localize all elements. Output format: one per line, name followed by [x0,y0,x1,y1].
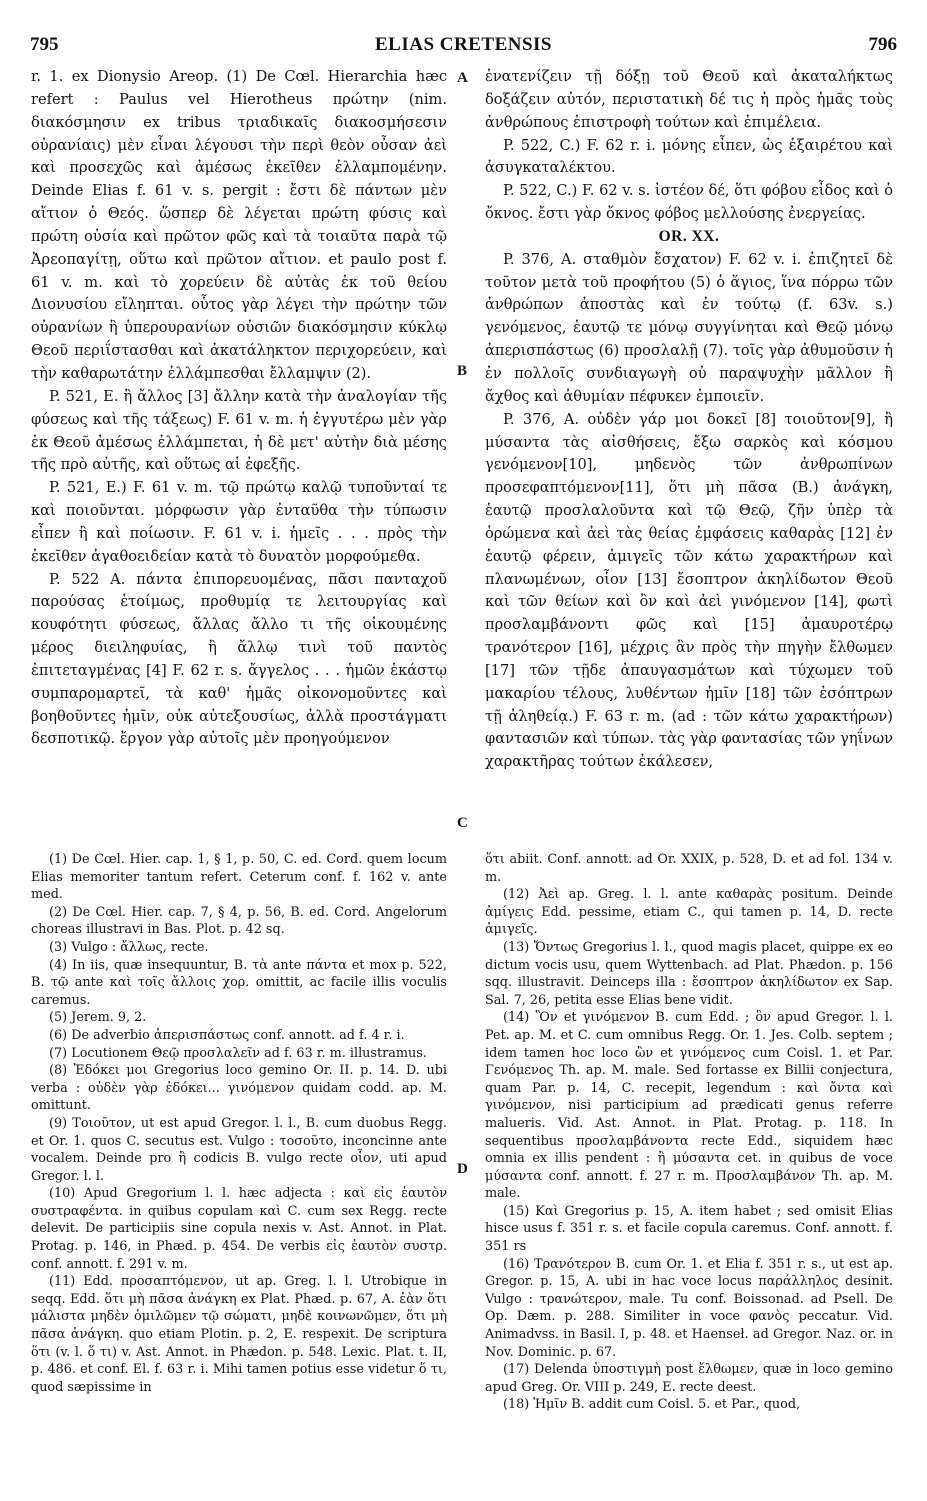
footnotes-right-column [485,851,893,1501]
page-number-left: 795 [30,34,59,55]
margin-letter-d: D [457,1161,468,1177]
footnote: (10) Apud Gregorium l. l. hæc adjecta : καὶ εἰς ἑαυτὸν συστραφέντα. in quibus copulam καὶ C. cum sex Regg. recte delevit. De participiis sine copula nexis v. Ast. Annot. in Plat. Protag. p. 146, in Phæd. p. 454. De verbis εἰς ἑαυτὸν συστρ. conf. annott. f. 291 v. m. [31,1186,447,1272]
footnote: (1) De Cœl. Hier. cap. 1, § 1, p. 50, C. ed. Cord. quem locum Elias memoriter tantum refert. Ceterum conf. f. 162 v. ante med. [31,852,447,903]
section-heading: OR. XX. [658,227,720,245]
footnote: (17) Delenda ὑποστιγμὴ post ἔλθωμεν, quæ in loco gemino apud Greg. Or. VIII p. 249, E. recte deest. [485,1362,893,1395]
paragraph: r. 1. ex Dionysio Areop. (1) De Cœl. Hierarchia hæc refert : Paulus vel Hierotheus πρώτην (nim. διακόσμησιν ex tribus τριαδικαῖς διακοσμήσεσιν οὐρανίαις) μὲν εἶναι λέγουσι τὴν περὶ θεὸν οὖσαν ἀεὶ καὶ προσεχῶς καὶ ἀμέσως ἐκεῖθεν ἐλλαμπομένην. Deinde Elias f. 61 v. s. pergit : ἔστι δὲ πάντων μὲν αἴτιον ὁ Θεός. ὥσπερ δὲ λέγεται πρώτη φύσις καὶ πρώτη οὐσία καὶ πρῶτον φῶς καὶ τὰ τοιαῦτα παρὰ τῷ Ἀρεοπαγίτῃ, οὕτω καὶ πρῶτον αἴτιον. et paulo post f. 61 v. m. καὶ τὸ χορεύειν δὲ αὐτὰς ἐκ τοῦ θείου Διονυσίου εἴληπται. οὗτος γὰρ λέγει τὴν πρώτην τῶν οὐρανίων ἢ ὑπερουρανίων οὐσιῶν διακόσμησιν κύκλῳ Θεοῦ περιΐστασθαι καὶ ἀκατάληκτον περιχορεύειν, καὶ τὴν καθαρωτάτην ἐλλάμπεσθαι ἔλλαμψιν (2). [31,68,447,382]
footnote: (11) Edd. προσαπτόμενον, ut ap. Greg. l. l. Utrobique in seqq. Edd. ὅτι μὴ πᾶσα ἀνάγκη ex Plat. Phæd. p. 67, A. ἐὰν ὅτι μάλιστα μηδὲν ὁμιλῶμεν τῷ σώματι, μηδὲ κοινωνῶμεν, ὅτι μὴ πᾶσα ἀνάγκη. quo etiam Plotin. p. 2, E. respexit. De scriptura ὅτι (v. l. ὅ τι) v. Ast. Annot. in Phædon. p. 548. Lexic. Plat. t. II, p. 486. et conf. El. f. 63 r. i. Mihi tamen potius esse videtur ὅ τι, quod sæpissime in [31,1274,447,1395]
footnotes-left-column [31,851,447,1501]
paragraph: P. 521, E. ἢ ἄλλος [3] ἄλλην κατὰ τὴν ἀναλογίαν τῆς φύσεως καὶ τῆς τάξεως) F. 61 v. m. ἡ ἐγγυτέρω μὲν γὰρ ἐκ Θεοῦ ἀμέσως ἐλλάμπεται, ἡ δὲ μετ' αὐτὴν διὰ μέσης τῆς πρὸ αὐτῆς, καὶ οὕτως αἱ ἐφεξῆς. [31,387,447,474]
paragraph: P. 522, C.) F. 62 r. i. μόνης εἶπεν, ὡς ἐξαιρέτου καὶ ἀσυγκαταλέκτου. [485,136,893,177]
footnote: (2) De Cœl. Hier. cap. 7, § 4, p. 56, B. ed. Cord. Angelorum choreas illustravi in Bas. Plot. p. 42 sq. [31,904,447,938]
footnote: (15) Καὶ Gregorius p. 15, A. item habet ; sed omisit Elias hisce usus f. 351 r. s. et facile copula caremus. Conf. annott. f. 351 rs [485,1203,893,1255]
footnote: (5) Jerem. 9, 2. [49,1010,147,1026]
paragraph: P. 521, E.) F. 61 v. m. τῷ πρώτῳ καλῷ τυποῦνταί τε καὶ ποιοῦνται. μόρφωσιν γὰρ ἐνταῦθα τὴν τύπωσιν εἶπεν ἢ καὶ ποίωσιν. F. 61 v. i. ἡμεῖς . . . πρὸς τὴν ἐκεῖθεν ἀγαθοειδείαν κατὰ τὸ δυνατὸν μορφούμεθα. [31,479,447,565]
footnote: (9) Τοιοῦτον, ut est apud Gregor. l. l., B. cum duobus Regg. et Or. 1. quos C. secutus est. Vulgo : τοσοῦτο, inconcinne ante vocalem. Deinde pro ἢ codicis B. vulgo recte οἷον, uti apud Gregor. l. l. [31,1115,447,1184]
main-text-left-column [31,66,447,846]
paragraph: P. 376, A. οὐδὲν γάρ μοι δοκεῖ [8] τοιοῦτον[9], ἢ μύσαντα τὰς αἰσθήσεις, ἔξω σαρκὸς καὶ κόσμου γενόμενον[10], μηδενὸς τῶν ἀνθρωπίνων προσεφαπτόμενον[11], ὅτι μὴ πᾶσα (B.) ἀνάγκη, ἑαυτῷ προσλαλοῦντα καὶ τῷ Θεῷ, ζῆν ὑπὲρ τὰ ὁρώμενα καὶ ἀεὶ τὰς θείας ἐμφάσεις καθαρὰς [12] ἐν ἑαυτῷ φέρειν, ἀμιγεῖς τῶν κάτω χαρακτήρων καὶ πλανωμένων, οἷον [13] ἔσοπτρον ἀκηλίδωτον Θεοῦ καὶ τῶν θείων καὶ ὂν καὶ ἀεὶ γινόμενον [14], φωτὶ προσλαμβάνοντι φῶς καὶ [15] ἀμαυροτέρῳ τρανότερον [16], μέχρις ἂν πρὸς τὴν πηγὴν ἔλθωμεν [17] τῶν τῇδε ἀπαυγασμάτων καὶ τύχωμεν τοῦ μακαρίου τέλους, λυθέντων ἡμῖν [18] τῶν ἐσόπτρων τῇ ἀληθείᾳ.) F. 63 r. m. (ad : τῶν κάτω χαρακτήρων) φαντασιῶν καὶ τύπων. τὰς γὰρ φαντασίας τῶν γηΐνων χαρακτῆρας τούτων ἐκάλεσεν, [485,410,893,771]
footnote: (4) In iis, quæ insequuntur, B. τὰ ante πάντα et mox p. 522, B. τῷ ante καὶ τοῖς ἄλλοις χορ. omittit, ac facile illis voculis caremus. [31,957,447,1008]
footnote: (6) De adverbio ἀπερισπάστως conf. annott. ad f. 4 r. i. [49,1027,405,1043]
running-title: ELIAS CRETENSIS [375,34,552,55]
main-text-right-column [485,66,893,846]
paragraph: P. 522, C.) F. 62 v. s. ἰστέον δέ, ὅτι φόβου εἶδος καὶ ὁ ὄκνος. ἔστι γὰρ ὄκνος φόβος μελλούσης ἐνεργείας. [485,182,893,223]
running-header [30,34,897,64]
footnote: (3) Vulgo : ἄλλως, recte. [49,939,209,955]
margin-letter-c: C [457,815,468,831]
footnote: (12) Ἀεὶ ap. Greg. l. l. ante καθαρὰς positum. Deinde ἀμίγεις Edd. pessime, etiam C., qui tamen p. 14, D. recte ἀμιγεῖς. [485,887,893,938]
footnote: (14) Ὂν et γινόμενον B. cum Edd. ; ὃν apud Gregor. l. l. Pet. ap. M. et C. cum omnibus Regg. Or. 1. Jes. Colb. septem ; idem tamen hoc loco ὢν et γινόμενος cum Coisl. 1. et Par. Γενόμενος Th. ap. M. male. Sed fortasse ex Billii conjectura, quam Par. p. 14, C. recepit, legendum : καὶ ὄντα καὶ γινόμενον, nisi participium ad prædicati genus referre malueris. Vid. Ast. Annot. in Plat. Protag. p. 118. In sequentibus προσλαμβάνοντα recte Edd., siquidem hæc omnia ex illis pendent : ἢ μύσαντα cet. in quibus de voce μύσαντα conf. annott. f. 27 r. m. Προσλαμβάνον Th. ap. M. male. [485,1010,893,1202]
margin-letter-a: A [457,70,468,86]
margin-letter-b: B [457,363,468,379]
paragraph: ἐνατενίζειν τῇ δόξῃ τοῦ Θεοῦ καὶ ἀκαταλήκτως δοξάζειν αὐτόν, περιστατικὴ δέ τις ἡ πρὸς ἡμᾶς τοὺς ἀνθρώπους ἐπιστροφὴ τούτων καὶ ἐπιμέλεια. [485,68,893,131]
page-number-right: 796 [868,34,897,55]
paragraph: P. 522 A. πάντα ἐπιπορευομένας, πᾶσι πανταχοῦ παρούσας ἑτοίμως, προθυμίᾳ τε λειτουργίας καὶ κουφότητι φύσεως, ἄλλας ἄλλο τι τῆς οἰκουμένης μέρος διειληφυίας, ἢ ἄλλῳ τινὶ τοῦ παντὸς ἐπιτεταγμένας [4] F. 62 r. s. ἄγγελος . . . ἡμῶν ἑκάστῳ συμπαρομαρτεῖ, τὰ καθ' ἡμᾶς οἰκονομοῦντες καὶ βοηθοῦντες ἡμῖν, οὐκ αὐτεξουσίως, ἀλλὰ προστάγματι δεσποτικῷ. ἔργον γὰρ αὐτοῖς μὲν προηγούμενον [31,570,447,748]
footnote: (7) Locutionem Θεῷ προσλαλεῖν ad f. 63 r. m. illustramus. [49,1045,427,1061]
footnote: ὅτι abiit. Conf. annott. ad Or. XXIX, p. 528, D. et ad fol. 134 v. m. [485,852,893,885]
paragraph: P. 376, A. σταθμὸν ἔσχατον) F. 62 v. i. ἐπιζητεῖ δὲ τοῦτον μετὰ τοῦ προφήτου (5) ὁ ἅγιος, ἵνα πόρρω τῶν ἀνθρώπων ἀποστὰς καὶ ἐν τούτῳ (f. 63v. s.) γενόμενος, ἑαυτῷ τε μόνῳ συγγίνηται καὶ Θεῷ μόνῳ ἀπερισπάστως (6) προσλαλῇ (7). τοῖς γὰρ ἀθυμοῦσιν ἡ ἐν πολλοῖς συνδιαγωγὴ οὐ παραψυχὴν μᾶλλον ἢ ἄχθος καὶ ἀθυμίαν πέφυκεν ἐμποιεῖν. [485,250,893,405]
footnote: (8) Ἐδόκει μοι Gregorius loco gemino Or. II. p. 14. D. ubi verba : οὐδὲν γὰρ ἐδόκει... γινόμενον quidam codd. ap. M. omittunt. [31,1063,447,1114]
footnote: (13) Ὄντως Gregorius l. l., quod magis placet, quippe ex eo dictum vocis usu, quem Wyttenbach. ad Plat. Phædon. p. 156 sqq. illustravit. Deinceps illa : ἔσοπτρον ἀκηλίδωτον ex Sap. Sal. 7, 26, petita esse Elias bene vidit. [485,939,893,1008]
footnote: (16) Τρανότερον B. cum Or. 1. et Elia f. 351 r. s., ut est ap. Gregor. p. 15, A. ubi in hac voce locus παράλληλος desinit. Vulgo : τρανώτερον, male. Tu conf. Boissonad. ad Psell. De Op. Dæm. p. 288. Similiter in voce φανὸς peccatur. Vid. Animadvss. in Basil. I, p. 48. et Haenseł. ad Gregor. Naz. or. in Nov. Dominic. p. 67. [485,1256,893,1360]
footnote: (18) Ἡμῖν B. addit cum Coisl. 5. et Par., quod, [503,1397,801,1413]
